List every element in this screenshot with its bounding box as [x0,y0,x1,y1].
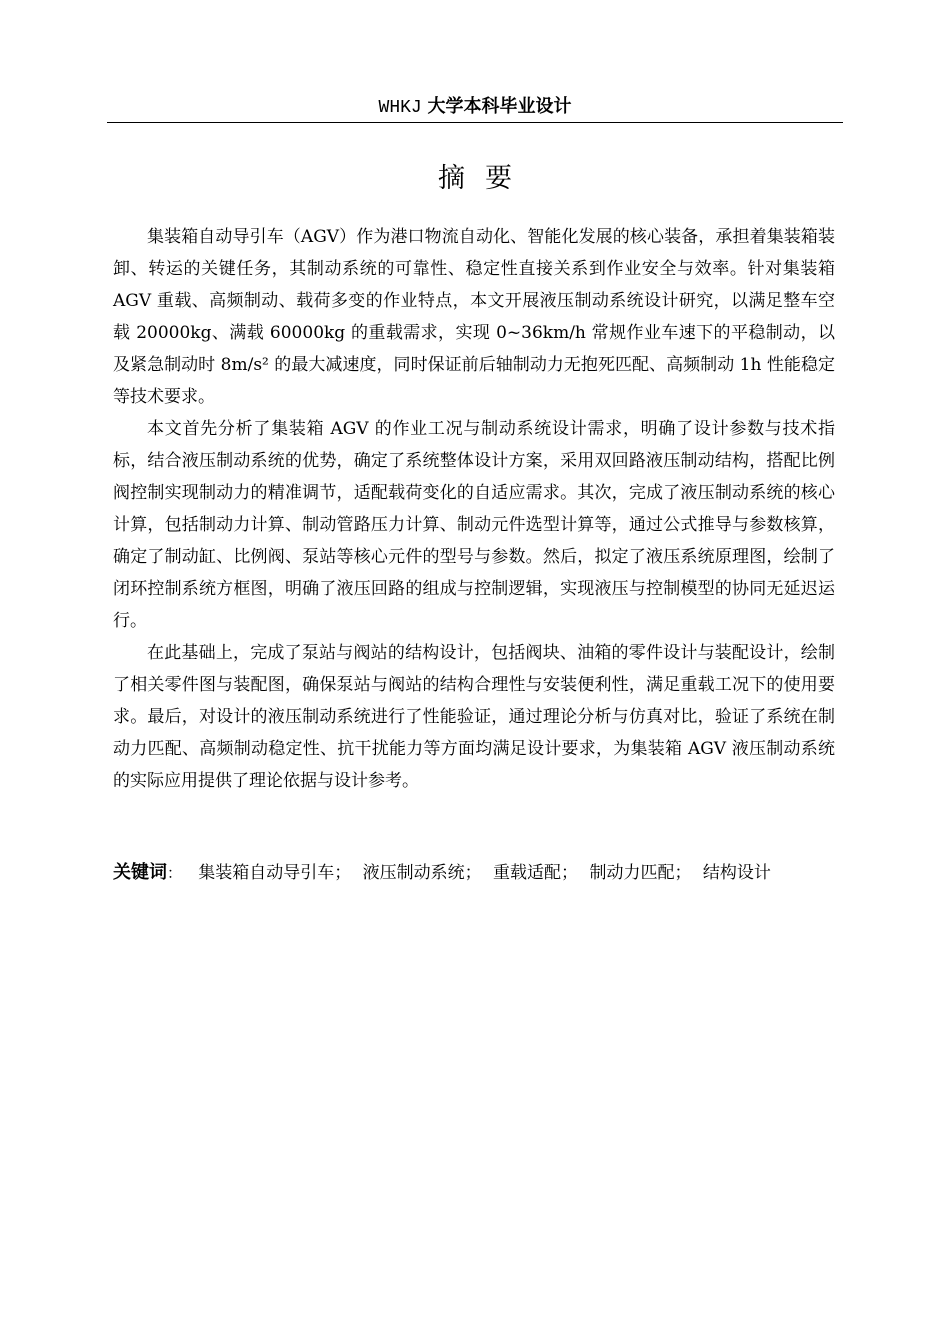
keywords-separator: ： [167,864,183,882]
header-title: 大学本科毕业设计 [427,96,572,117]
header-divider [107,122,843,123]
header-latin: WHKJ [378,98,422,118]
page-header [107,94,843,121]
abstract-title: 摘要 [438,163,532,194]
abstract-body [113,221,835,797]
abstract-paragraph-3: 在此基础上，完成了泵站与阀站的结构设计，包括阀块、油箱的零件设计与装配设计，绘制了相关零件图与装配图，确保泵站与阀站的结构合理性与安装便利性，满足重载工况下的使用要求。最后，对设计的液压制动系统进行了性能验证，通过理论分析与仿真对比，验证了系统在制动力匹配、高频制动稳定性、抗干扰能力等方面均满足设计要求，为集装箱 AGV 液压制动系统的实际应用提供了理论依据与设计参考。 [113,643,835,791]
abstract-paragraph-2: 本文首先分析了集装箱 AGV 的作业工况与制动系统设计需求，明确了设计参数与技术指标，结合液压制动系统的优势，确定了系统整体设计方案，采用双回路液压制动结构，搭配比例阀控制实现制动力的精准调节，适配载荷变化的自适应需求。其次，完成了液压制动系统的核心计算，包括制动力计算、制动管路压力计算、制动元件选型计算等，通过公式推导与参数核算，确定了制动缸、比例阀、泵站等核心元件的型号与参数。然后，拟定了液压系统原理图，绘制了闭环控制系统方框图，明确了液压回路的组成与控制逻辑，实现液压与控制模型的协同无延迟运行。 [113,419,835,631]
keywords-label: 关键词 [113,862,167,883]
keywords-section [113,857,835,889]
abstract-paragraph-1: 集装箱自动导引车（AGV）作为港口物流自动化、智能化发展的核心装备，承担着集装箱装卸、转运的关键任务，其制动系统的可靠性、稳定性直接关系到作业安全与效率。针对集装箱 AGV 重载、高频制动、载荷多变的作业特点，本文开展液压制动系统设计研究，以满足整车空载 20000kg、满载 60000kg 的重载需求，实现 0~36km/h 常规作业车速下的平稳制动，以及紧急制动时 8m/s² 的最大减速度，同时保证前后轴制动力无抱死匹配、高频制动 1h 性能稳定等技术要求。 [113,227,835,407]
keywords-list: 集装箱自动导引车； 液压制动系统； 重载适配； 制动力匹配； 结构设计 [198,863,771,883]
